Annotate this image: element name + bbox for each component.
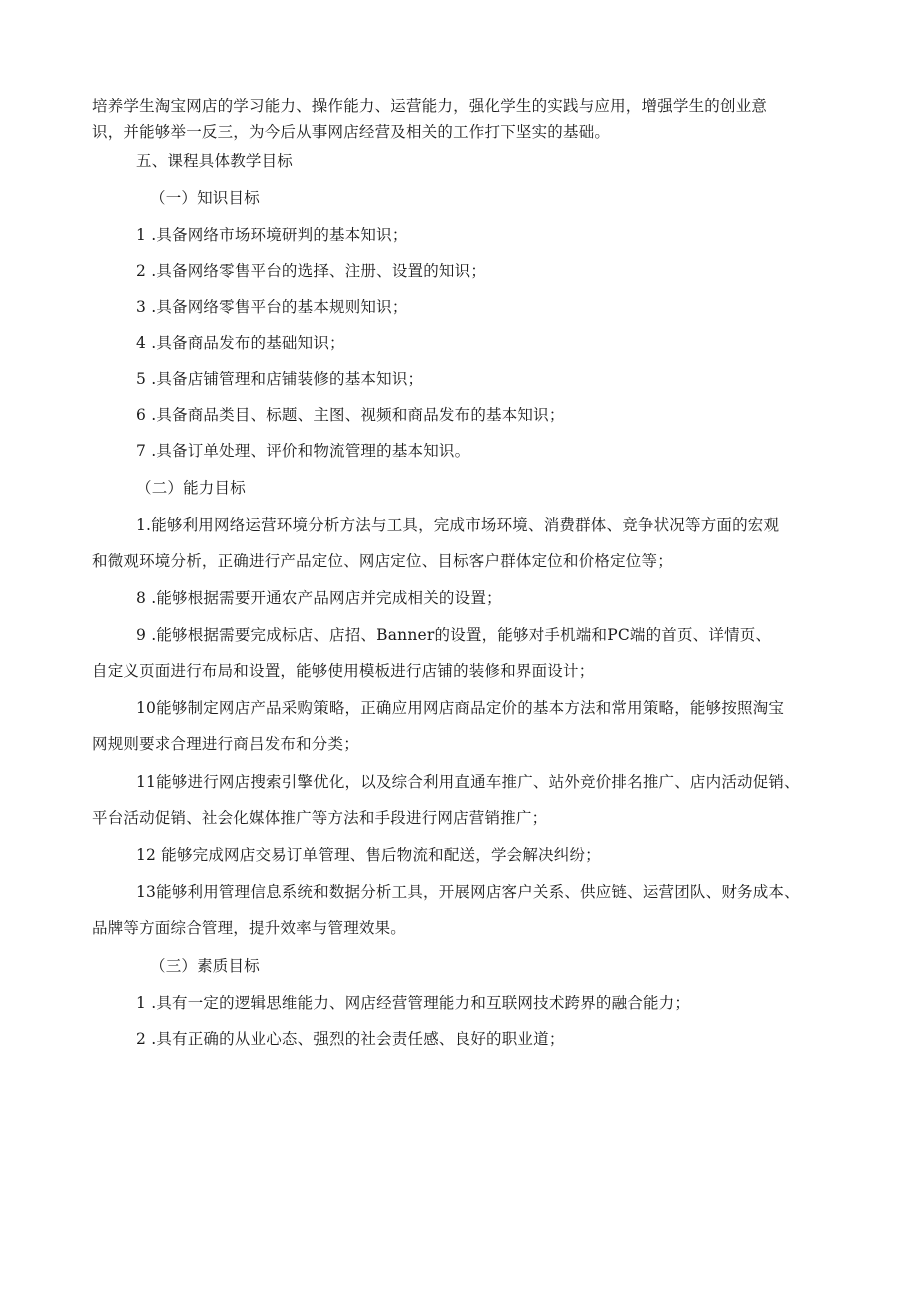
ability-item-line: 8 .能够根据需要开通农产品网店并完成相关的设置；: [136, 589, 502, 607]
knowledge-item: 5 .具备店铺管理和店铺装修的基本知识；: [136, 370, 424, 388]
ability-item-line: 11能够进行网店搜索引擎优化，以及综合利用直通车推广、站外竞价排名推广、店内活动促销、: [136, 773, 800, 791]
ability-item-line: 10能够制定网店产品采购策略，正确应用网店商品定价的基本方法和常用策略，能够按照淘宝: [136, 699, 785, 717]
quality-item: 2 .具有正确的从业心态、强烈的社会责任感、良好的职业道；: [136, 1030, 565, 1048]
ability-item-line: 品牌等方面综合管理，提升效率与管理效果。: [92, 919, 407, 937]
section-heading: 五、课程具体教学目标: [136, 152, 294, 170]
knowledge-item: 7 .具备订单处理、评价和物流管理的基本知识。: [136, 442, 471, 460]
knowledge-item: 1 .具备网络市场环境研判的基本知识；: [136, 226, 408, 244]
ability-item-line: 平台活动促销、社会化媒体推广等方法和手段进行网店营销推广；: [92, 809, 548, 827]
intro-line-2: 识，并能够举一反三，为今后从事网店经营及相关的工作打下坚实的基础。: [92, 123, 611, 141]
knowledge-item: 6 .具备商品类目、标题、主图、视频和商品发布的基本知识；: [136, 406, 565, 424]
knowledge-heading: （一）知识目标: [150, 189, 260, 207]
ability-item-line: 和微观环境分析，正确进行产品定位、网店定位、目标客户群体定位和价格定位等；: [92, 552, 673, 570]
ability-item-line: 自定义页面进行布局和设置，能够使用模板进行店铺的装修和界面设计；: [92, 662, 595, 680]
knowledge-item: 2 .具备网络零售平台的选择、注册、设置的知识；: [136, 262, 487, 280]
ability-item-line: 12 能够完成网店交易订单管理、售后物流和配送，学会解决纠纷；: [136, 846, 601, 864]
knowledge-item: 3 .具备网络零售平台的基本规则知识；: [136, 298, 408, 316]
quality-heading: （三）素质目标: [150, 957, 260, 975]
ability-item-line: 1.能够利用网络运营环境分析方法与工具，完成市场环境、消费群体、竞争状况等方面的宏观: [136, 516, 780, 534]
ability-heading: （二）能力目标: [136, 479, 246, 497]
ability-item-line: 9 .能够根据需要完成标店、店招、Banner的设置，能够对手机端和PC端的首页、详情页、: [136, 626, 772, 644]
knowledge-item: 4 .具备商品发布的基础知识；: [136, 334, 345, 352]
ability-item-line: 网规则要求合理进行商吕发布和分类；: [92, 735, 359, 753]
intro-line-1: 培养学生淘宝网店的学习能力、操作能力、运营能力，强化学生的实践与应用，增强学生的创业意: [92, 97, 768, 115]
ability-item-line: 13能够利用管理信息系统和数据分析工具，开展网店客户关系、供应链、运营团队、财务成本、: [136, 883, 800, 901]
quality-item: 1 .具有一定的逻辑思维能力、网店经营管理能力和互联网技术跨界的融合能力；: [136, 994, 691, 1012]
